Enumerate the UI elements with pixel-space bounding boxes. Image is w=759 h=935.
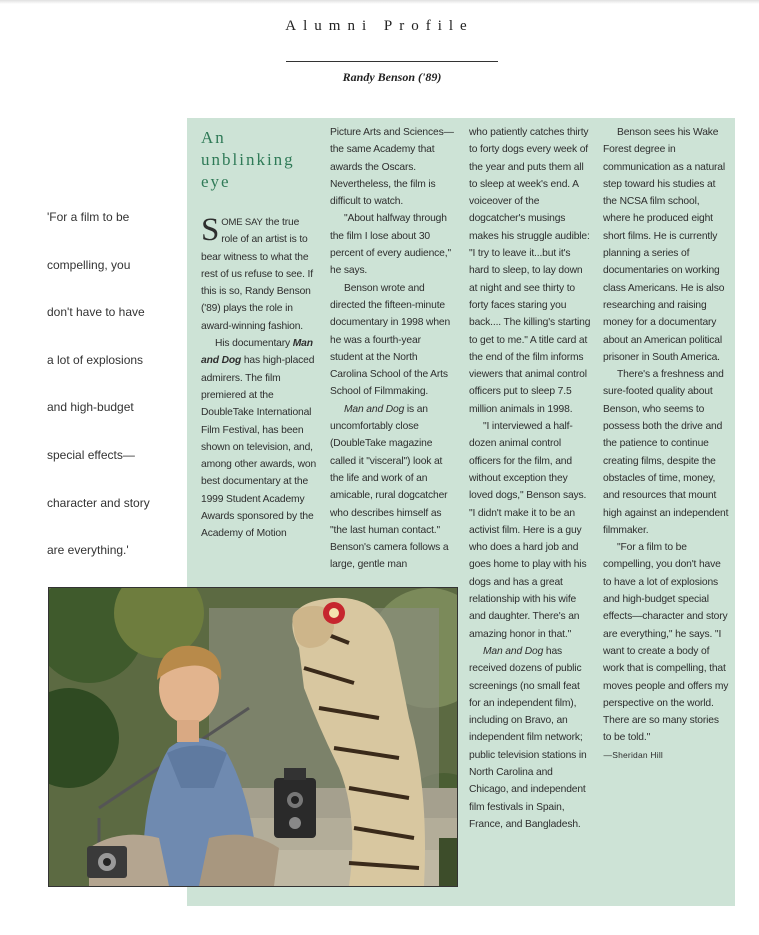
paragraph-text: has received dozens of public screenings (no small feat for an independent film), including on Bravo, an independent film network; public television stations in North Carolina and Chicago, and independent film festivals in Spain, France, and Bangladesh.: [469, 645, 587, 830]
profile-photo: [48, 587, 458, 887]
article-column-2: [330, 124, 456, 574]
paragraph: "About halfway through the film I lose about 30 percent of every audience," he says.: [330, 213, 451, 277]
pull-quote-line: are everything.': [47, 543, 129, 558]
pull-quote-line: don't have to have: [47, 305, 145, 320]
headline-line: unblinking: [201, 150, 295, 169]
paragraph-text: has high-placed admirers. The film premiered at the DoubleTake International Film Festival, has been shown on television, and, among other awards, won best documentary at the 1999 Student Academy Awards sponsored by the Academy of Motion: [201, 355, 317, 540]
paragraph: There's a freshness and sure-footed quality about Benson, who seems to possess both the drive and the patience to continue creating films, despite the obstacles of time, money, and resources that mount high against an independent filmmaker.: [603, 369, 729, 536]
paragraph: [469, 643, 593, 833]
pull-quote-line: special effects—: [47, 447, 135, 462]
pull-quote-line: 'For a film to be: [47, 210, 130, 224]
header-rule: [286, 61, 498, 62]
pull-quote-line: and high-budget: [47, 400, 134, 415]
article-headline: [201, 127, 321, 193]
paragraph: [330, 401, 456, 574]
paragraph: Benson wrote and directed the fifteen-minute documentary in 1998 when he was a fourth-year student at the North Carolina School of the Arts School of Filmmaking.: [330, 282, 451, 398]
author-signature: —Sheridan Hill: [603, 749, 663, 760]
paragraph: Picture Arts and Sciences—the same Academy that awards the Oscars. Nevertheless, the film is difficult to watch.: [330, 127, 454, 208]
article-column-4: [603, 124, 729, 764]
paragraph-text: the true role of an artist is to bear witness to what the rest of us refuse to see. If this is so, Randy Benson ('89) plays the role in award-winning fashion.: [201, 217, 313, 332]
small-caps-lead: OME SAY: [221, 217, 263, 228]
paragraph: "For a film to be compelling, you don't have to have a lot of explosions and high-budget special effects—character and story are everything," he says. "I want to create a body of work that is compelling, that moves people and offers my perspective on the world. There are so many stories to be told.": [603, 542, 729, 744]
paragraph: [201, 214, 317, 335]
paragraph: "I interviewed a half-dozen animal control officers for the film, and without exception they loved dogs," Benson says. "I didn't make it to be an activist film. Here is a guy who does a hard job and goes home to play with his dogs and has a great relationship with his wife and daughter. There's an amazing honor in that.": [469, 421, 587, 640]
film-title: Man and Dog: [344, 403, 405, 415]
page-title: Alumni Profile: [285, 18, 474, 34]
film-title: Man and Dog: [201, 338, 313, 367]
paragraph-text: His documentary: [215, 338, 293, 350]
byline: Randy Benson ('89): [342, 70, 442, 84]
article-column-1: [201, 214, 317, 543]
paragraph: who patiently catches thirty to forty dogs every week of the year and puts them all to sleep at week's end. A voiceover of the dogcatcher's musings makes his struggle audible: "I try to leave it...but it's hard to sleep, to lay down at night and see thirty to forty faces staring you back.... The killing's starting to get to me." A title card at the end of the film informs viewers that animal control officers put to sleep 7.5 million animals in 1998.: [469, 127, 591, 415]
drop-cap: S: [201, 212, 220, 248]
pull-quote-line: a lot of explosions: [47, 352, 144, 367]
pull-quote: [47, 205, 182, 586]
top-shade: [0, 0, 759, 4]
article-column-3: [469, 124, 593, 833]
pull-quote-line: compelling, you: [47, 257, 131, 272]
paragraph-text: is an uncomfortably close (DoubleTake magazine called it "visceral") look at the life and work of an amicable, rural dogcatcher who describes himself as "the last human contact." Benson's camera follows a large, gentle man: [330, 403, 449, 571]
headline-line: eye: [201, 172, 231, 191]
headline-line: An: [201, 128, 226, 147]
pull-quote-line: character and story: [47, 495, 150, 510]
paragraph: Benson sees his Wake Forest degree in communication as a natural step toward his studies at the NCSA film school, where he produced eight short films. He is currently planning a series of documentaries on working class Americans. He is also researching and raising money for a documentary about an American political prisoner in South America.: [603, 127, 726, 363]
paragraph: [201, 335, 317, 543]
film-title: Man and Dog: [483, 645, 544, 657]
